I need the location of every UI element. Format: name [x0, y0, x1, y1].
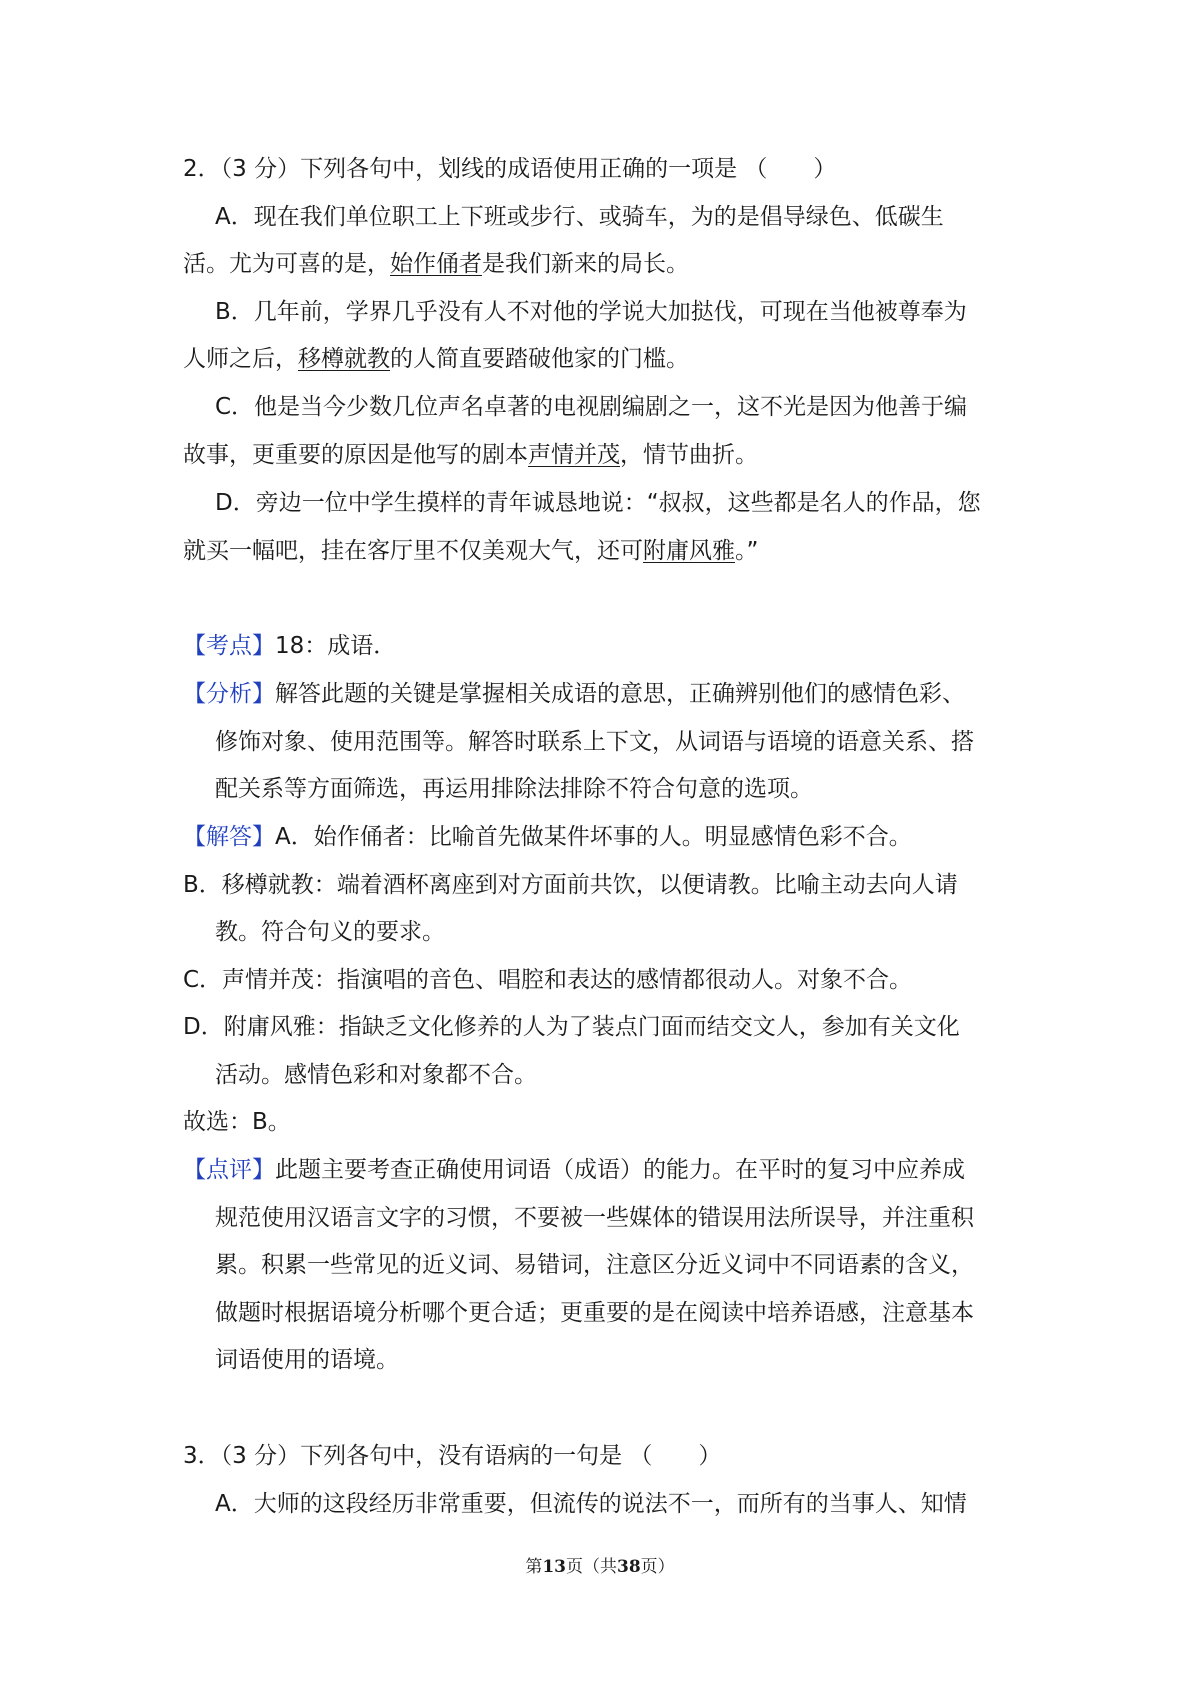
footer-page-number: 13 — [542, 1557, 566, 1577]
fenxi-section — [183, 679, 965, 709]
option-c-text-post: ，情节曲折。 — [620, 442, 758, 468]
fenxi-line-3: 配关系等方面筛选，再运用排除法排除不符合句意的选项。 — [215, 776, 813, 802]
question-3-stem: 3．（3 分）下列各句中，没有语病的一句是 （ ） — [183, 1443, 722, 1469]
option-a-idiom: 始作俑者 — [390, 251, 482, 277]
dianping-line-3: 累。积累一些常见的近义词、易错词，注意区分近义词中不同语素的含义， — [215, 1252, 974, 1278]
option-c-line-1: C．他是当今少数几位声名卓著的电视剧编剧之一，这不光是因为他善于编 — [215, 394, 968, 420]
jieda-line-6: 活动。感情色彩和对象都不合。 — [215, 1062, 537, 1088]
kaodian-section — [183, 631, 396, 661]
dianping-tag: 【点评】 — [183, 1157, 275, 1183]
kaodian-text: 18：成语． — [275, 633, 397, 659]
jieda-line-1: A．始作俑者：比喻首先做某件坏事的人。明显感情色彩不合。 — [275, 824, 912, 850]
fenxi-tag: 【分析】 — [183, 681, 275, 707]
dianping-section — [183, 1155, 965, 1185]
footer-total-pages: 38 — [617, 1557, 641, 1577]
fenxi-line-1: 解答此题的关键是掌握相关成语的意思，正确辨别他们的感情色彩、 — [275, 681, 965, 707]
jieda-line-2: B．移樽就教：端着酒杯离座到对方面前共饮，以便请教。比喻主动去向人请 — [183, 872, 958, 898]
option-d-line-2 — [183, 536, 758, 566]
footer-middle: 页（共 — [566, 1557, 617, 1577]
option-b-text-post: 的人简直要踏破他家的门槛。 — [390, 346, 689, 372]
option-d-idiom: 附庸风雅 — [643, 538, 735, 564]
option-c-text-pre: 故事，更重要的原因是他写的剧本 — [183, 442, 528, 468]
jieda-tag: 【解答】 — [183, 824, 275, 850]
option-b-text-pre: 人师之后， — [183, 346, 298, 372]
option-a-text-pre: 活。尤为可喜的是， — [183, 251, 390, 277]
footer-prefix: 第 — [525, 1557, 543, 1577]
answer-line: 故选：B。 — [183, 1109, 291, 1135]
jieda-line-3: 教。符合句义的要求。 — [215, 919, 445, 945]
option-a-line-2 — [183, 249, 689, 279]
dianping-line-5: 词语使用的语境。 — [215, 1347, 399, 1373]
question-2-stem: 2．（3 分）下列各句中，划线的成语使用正确的一项是 （ ） — [183, 156, 837, 182]
dianping-line-4: 做题时根据语境分析哪个更合适；更重要的是在阅读中培养语感，注意基本 — [215, 1300, 974, 1326]
question-3-option-a-line-1: A．大师的这段经历非常重要，但流传的说法不一，而所有的当事人、知情 — [215, 1491, 967, 1517]
option-d-line-1: D．旁边一位中学生摸样的青年诚恳地说：“叔叔，这些都是名人的作品，您 — [215, 490, 981, 516]
jieda-line-5: D．附庸风雅：指缺乏文化修养的人为了装点门面而结交文人，参加有关文化 — [183, 1014, 960, 1040]
dianping-line-1: 此题主要考查正确使用词语（成语）的能力。在平时的复习中应养成 — [275, 1157, 965, 1183]
option-b-line-1: B．几年前，学界几乎没有人不对他的学说大加挞伐，可现在当他被尊奉为 — [215, 299, 967, 325]
jieda-line-4: C．声情并茂：指演唱的音色、唱腔和表达的感情都很动人。对象不合。 — [183, 967, 913, 993]
footer-suffix: 页） — [640, 1557, 675, 1577]
option-a-text-post: 是我们新来的局长。 — [482, 251, 689, 277]
fenxi-line-2: 修饰对象、使用范围等。解答时联系上下文，从词语与语境的语意关系、搭 — [215, 729, 974, 755]
jieda-section — [183, 822, 912, 852]
option-a-line-1: A．现在我们单位职工上下班或步行、或骑车，为的是倡导绿色、低碳生 — [215, 204, 944, 230]
option-d-text-post: 。” — [735, 538, 759, 564]
option-d-text-pre: 就买一幅吧，挂在客厅里不仅美观大气，还可 — [183, 538, 643, 564]
option-b-line-2 — [183, 344, 689, 374]
dianping-line-2: 规范使用汉语言文字的习惯，不要被一些媒体的错误用法所误导，并注重积 — [215, 1205, 974, 1231]
page-footer — [0, 1555, 1200, 1579]
kaodian-tag: 【考点】 — [183, 633, 275, 659]
option-b-idiom: 移樽就教 — [298, 346, 390, 372]
option-c-idiom: 声情并茂 — [528, 442, 620, 468]
option-c-line-2 — [183, 440, 758, 470]
